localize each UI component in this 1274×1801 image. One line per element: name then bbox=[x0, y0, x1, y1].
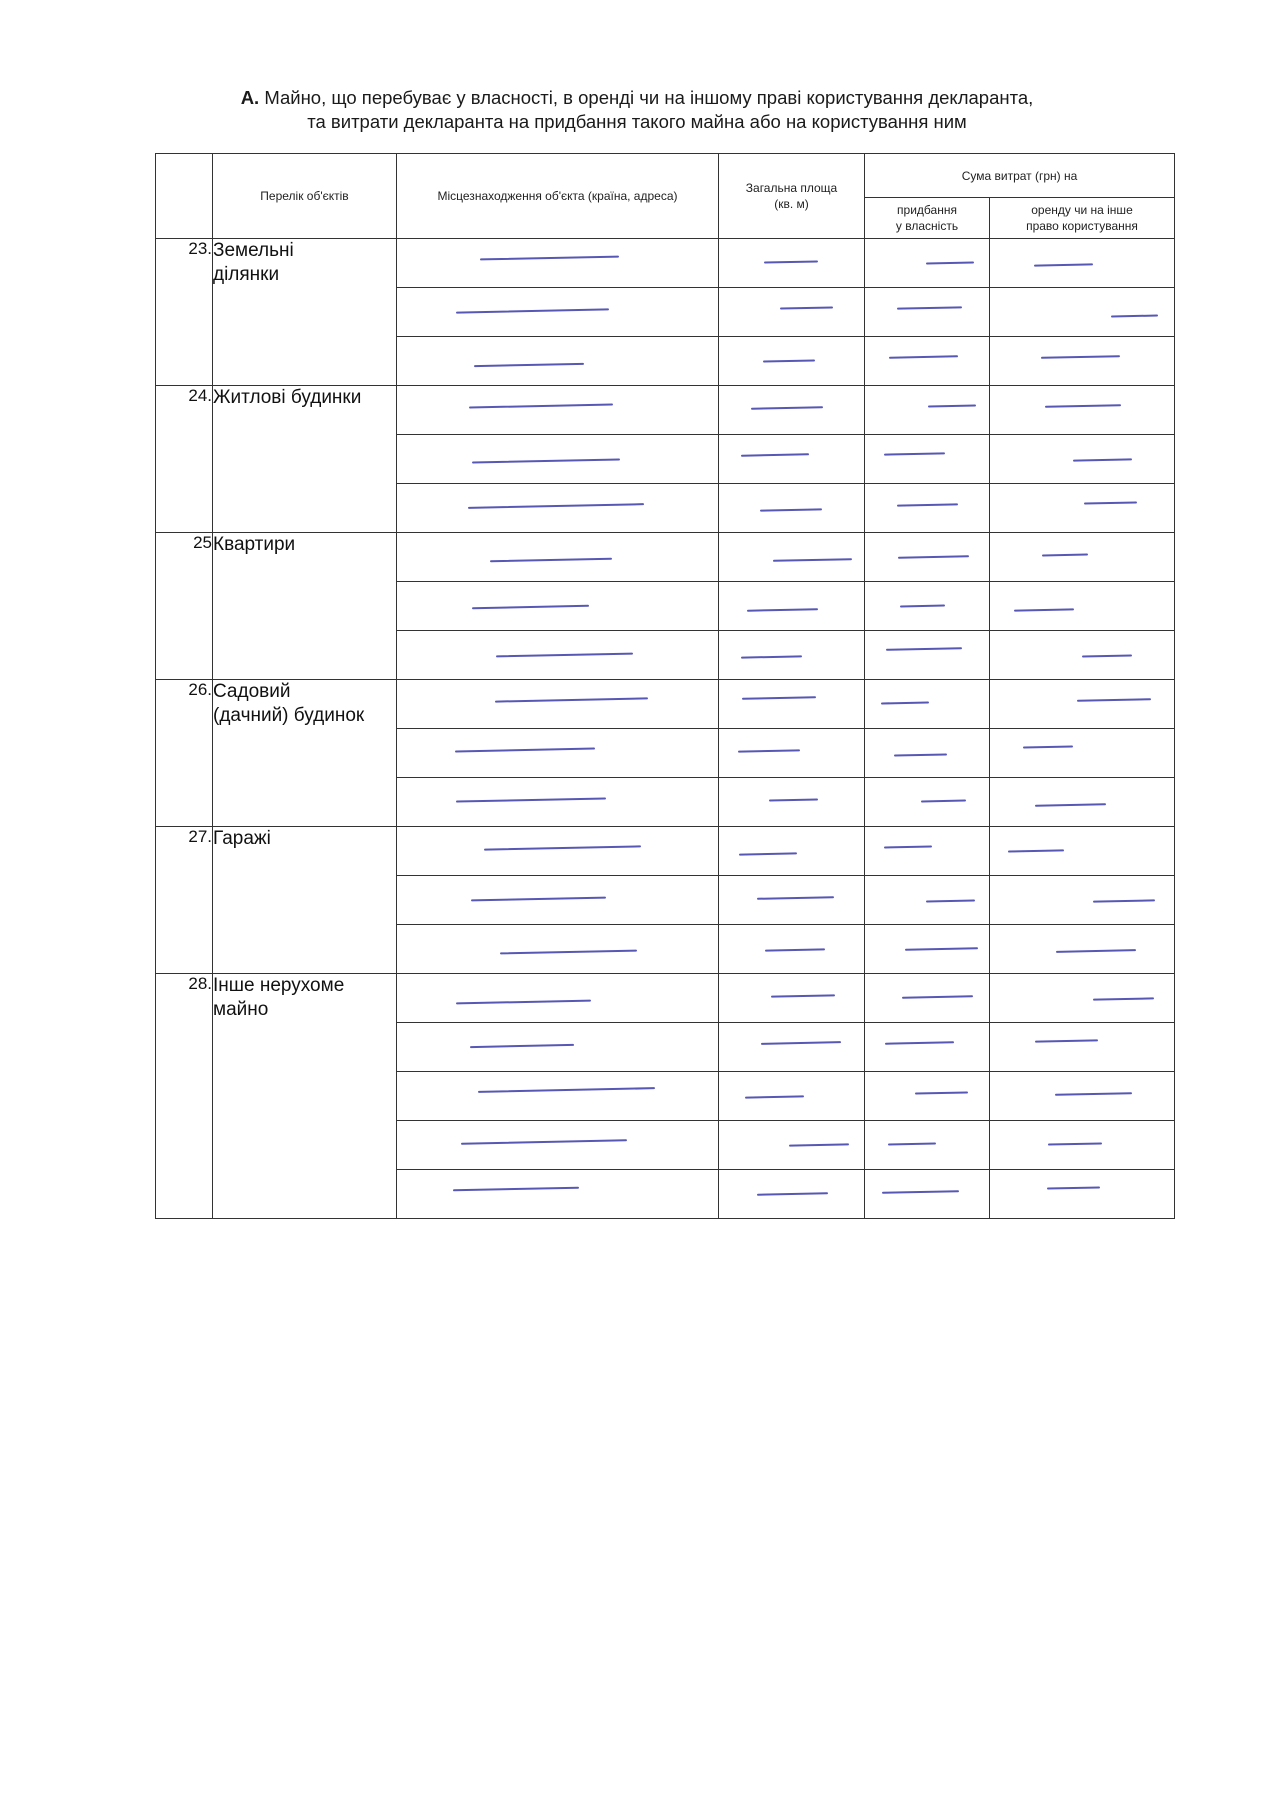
handwritten-dash-mark bbox=[484, 845, 641, 850]
title-line-1: Майно, що перебуває у власності, в оренді чи на іншому праві користування декларанта, bbox=[264, 87, 1034, 108]
handwritten-dash-mark bbox=[765, 948, 825, 951]
handwritten-dash-mark bbox=[760, 509, 822, 512]
section-name: Гаражі bbox=[213, 827, 397, 974]
handwritten-dash-mark bbox=[1077, 698, 1151, 702]
handwritten-dash-mark bbox=[739, 852, 797, 855]
handwritten-dash-mark bbox=[1014, 608, 1074, 611]
handwritten-dash-mark bbox=[1093, 899, 1155, 902]
handwritten-dash-mark bbox=[902, 995, 973, 998]
location-cell[interactable] bbox=[397, 288, 719, 337]
location-cell[interactable] bbox=[397, 533, 719, 582]
header-expenses: Сума витрат (грн) на bbox=[865, 154, 1175, 198]
location-cell[interactable] bbox=[397, 631, 719, 680]
handwritten-dash-mark bbox=[472, 458, 620, 463]
section-number: 25 bbox=[156, 533, 213, 680]
handwritten-dash-mark bbox=[455, 747, 595, 752]
handwritten-dash-mark bbox=[897, 306, 962, 309]
purchase-cell[interactable] bbox=[865, 1121, 990, 1170]
header-rent: оренду чи на інше право користування bbox=[990, 198, 1175, 239]
handwritten-dash-mark bbox=[738, 749, 800, 752]
handwritten-dash-mark bbox=[898, 555, 969, 558]
header-location: Місцезнаходження об'єкта (країна, адреса) bbox=[397, 154, 719, 239]
rent-cell[interactable] bbox=[990, 484, 1175, 533]
rent-cell[interactable] bbox=[990, 778, 1175, 827]
location-cell[interactable] bbox=[397, 435, 719, 484]
area-cell[interactable] bbox=[719, 288, 865, 337]
handwritten-dash-mark bbox=[461, 1140, 627, 1145]
area-cell[interactable] bbox=[719, 386, 865, 435]
location-cell[interactable] bbox=[397, 239, 719, 288]
rent-cell[interactable] bbox=[990, 827, 1175, 876]
handwritten-dash-mark bbox=[1008, 849, 1064, 852]
handwritten-dash-mark bbox=[1045, 405, 1121, 409]
handwritten-dash-mark bbox=[751, 406, 823, 410]
handwritten-dash-mark bbox=[905, 947, 978, 951]
handwritten-dash-mark bbox=[1055, 1092, 1132, 1096]
handwritten-dash-mark bbox=[480, 256, 619, 261]
section-number: 24. bbox=[156, 386, 213, 533]
handwritten-dash-mark bbox=[886, 647, 962, 651]
purchase-cell[interactable] bbox=[865, 533, 990, 582]
handwritten-dash-mark bbox=[768, 799, 817, 802]
area-cell[interactable] bbox=[719, 533, 865, 582]
purchase-cell[interactable] bbox=[865, 435, 990, 484]
handwritten-dash-mark bbox=[889, 355, 958, 358]
handwritten-dash-mark bbox=[1035, 1040, 1098, 1043]
section-name: Земельні ділянки bbox=[213, 239, 397, 386]
handwritten-dash-mark bbox=[1023, 746, 1073, 749]
header-area: Загальна площа (кв. м) bbox=[719, 154, 865, 239]
title-line-2: та витрати декларанта на придбання такого майна або на користування ним bbox=[307, 111, 967, 132]
handwritten-dash-mark bbox=[741, 454, 809, 457]
area-cell[interactable] bbox=[719, 778, 865, 827]
location-cell[interactable] bbox=[397, 778, 719, 827]
area-cell[interactable] bbox=[719, 876, 865, 925]
location-cell[interactable] bbox=[397, 386, 719, 435]
purchase-cell[interactable] bbox=[865, 827, 990, 876]
rent-cell[interactable] bbox=[990, 582, 1175, 631]
handwritten-dash-mark bbox=[926, 899, 975, 902]
handwritten-dash-mark bbox=[928, 405, 976, 408]
rent-cell[interactable] bbox=[990, 239, 1175, 288]
handwritten-dash-mark bbox=[1084, 502, 1137, 505]
handwritten-dash-mark bbox=[495, 698, 648, 703]
purchase-cell[interactable] bbox=[865, 239, 990, 288]
section-name: Садовий (дачний) будинок bbox=[213, 680, 397, 827]
handwritten-dash-mark bbox=[500, 949, 637, 954]
purchase-cell[interactable] bbox=[865, 337, 990, 386]
handwritten-dash-mark bbox=[757, 896, 834, 900]
section-number: 26. bbox=[156, 680, 213, 827]
section-label: А. bbox=[240, 87, 260, 108]
handwritten-dash-mark bbox=[888, 1142, 936, 1145]
purchase-cell[interactable] bbox=[865, 876, 990, 925]
section-name: Квартири bbox=[213, 533, 397, 680]
section-number: 28. bbox=[156, 974, 213, 1219]
location-cell[interactable] bbox=[397, 729, 719, 778]
handwritten-dash-mark bbox=[884, 452, 945, 455]
purchase-cell[interactable] bbox=[865, 288, 990, 337]
area-cell[interactable] bbox=[719, 1023, 865, 1072]
handwritten-dash-mark bbox=[773, 558, 852, 562]
location-cell[interactable] bbox=[397, 1170, 719, 1219]
handwritten-dash-mark bbox=[468, 504, 644, 510]
purchase-cell[interactable] bbox=[865, 1023, 990, 1072]
header-number bbox=[156, 154, 213, 239]
rent-cell[interactable] bbox=[990, 631, 1175, 680]
handwritten-dash-mark bbox=[789, 1143, 849, 1146]
location-cell[interactable] bbox=[397, 680, 719, 729]
section-title bbox=[0, 86, 1274, 134]
area-cell[interactable] bbox=[719, 680, 865, 729]
handwritten-dash-mark bbox=[1048, 1143, 1102, 1146]
handwritten-dash-mark bbox=[881, 702, 929, 705]
section-number: 23. bbox=[156, 239, 213, 386]
purchase-cell[interactable] bbox=[865, 582, 990, 631]
location-cell[interactable] bbox=[397, 1121, 719, 1170]
handwritten-dash-mark bbox=[1035, 804, 1106, 807]
handwritten-dash-mark bbox=[894, 753, 947, 756]
handwritten-dash-mark bbox=[1093, 998, 1154, 1001]
handwritten-dash-mark bbox=[1041, 356, 1121, 360]
handwritten-dash-mark bbox=[490, 557, 612, 562]
handwritten-dash-mark bbox=[885, 1041, 954, 1044]
header-objects: Перелік об'єктів bbox=[213, 154, 397, 239]
handwritten-dash-mark bbox=[478, 1088, 655, 1094]
handwritten-dash-mark bbox=[1042, 553, 1088, 556]
area-cell[interactable] bbox=[719, 925, 865, 974]
section-number: 27. bbox=[156, 827, 213, 974]
handwritten-dash-mark bbox=[456, 999, 591, 1004]
header-purchase: придбання у власність bbox=[865, 198, 990, 239]
rent-cell[interactable] bbox=[990, 974, 1175, 1023]
rent-cell[interactable] bbox=[990, 680, 1175, 729]
area-cell[interactable] bbox=[719, 729, 865, 778]
purchase-cell[interactable] bbox=[865, 680, 990, 729]
rent-cell[interactable] bbox=[990, 925, 1175, 974]
purchase-cell[interactable] bbox=[865, 925, 990, 974]
handwritten-dash-mark bbox=[742, 697, 816, 701]
purchase-cell[interactable] bbox=[865, 1072, 990, 1121]
location-cell[interactable] bbox=[397, 582, 719, 631]
handwritten-dash-mark bbox=[747, 608, 818, 611]
handwritten-dash-mark bbox=[741, 655, 802, 658]
handwritten-dash-mark bbox=[757, 1192, 828, 1195]
handwritten-dash-mark bbox=[900, 604, 945, 607]
rent-cell[interactable] bbox=[990, 729, 1175, 778]
rent-cell[interactable] bbox=[990, 1072, 1175, 1121]
handwritten-dash-mark bbox=[469, 403, 613, 408]
property-table bbox=[155, 153, 1175, 1219]
location-cell[interactable] bbox=[397, 827, 719, 876]
handwritten-dash-mark bbox=[472, 605, 589, 609]
handwritten-dash-mark bbox=[884, 845, 932, 848]
rent-cell[interactable] bbox=[990, 533, 1175, 582]
purchase-cell[interactable] bbox=[865, 974, 990, 1023]
handwritten-dash-mark bbox=[764, 261, 818, 264]
area-cell[interactable] bbox=[719, 435, 865, 484]
location-cell[interactable] bbox=[397, 484, 719, 533]
rent-cell[interactable] bbox=[990, 1170, 1175, 1219]
location-cell[interactable] bbox=[397, 337, 719, 386]
area-cell[interactable] bbox=[719, 484, 865, 533]
handwritten-dash-mark bbox=[470, 1044, 574, 1048]
location-cell[interactable] bbox=[397, 1072, 719, 1121]
handwritten-dash-mark bbox=[921, 799, 966, 802]
purchase-cell[interactable] bbox=[865, 484, 990, 533]
handwritten-dash-mark bbox=[926, 261, 974, 264]
rent-cell[interactable] bbox=[990, 876, 1175, 925]
purchase-cell[interactable] bbox=[865, 631, 990, 680]
handwritten-dash-mark bbox=[496, 652, 633, 657]
handwritten-dash-mark bbox=[761, 1041, 841, 1045]
handwritten-dash-mark bbox=[771, 994, 835, 997]
rent-cell[interactable] bbox=[990, 386, 1175, 435]
handwritten-dash-mark bbox=[763, 359, 815, 362]
handwritten-dash-mark bbox=[1073, 458, 1132, 461]
purchase-cell[interactable] bbox=[865, 1170, 990, 1219]
location-cell[interactable] bbox=[397, 876, 719, 925]
purchase-cell[interactable] bbox=[865, 778, 990, 827]
area-cell[interactable] bbox=[719, 631, 865, 680]
handwritten-dash-mark bbox=[1082, 654, 1132, 657]
location-cell[interactable] bbox=[397, 974, 719, 1023]
handwritten-dash-mark bbox=[456, 308, 609, 313]
rent-cell[interactable] bbox=[990, 1121, 1175, 1170]
purchase-cell[interactable] bbox=[865, 386, 990, 435]
rent-cell[interactable] bbox=[990, 435, 1175, 484]
section-name: Інше нерухоме майно bbox=[213, 974, 397, 1219]
handwritten-dash-mark bbox=[471, 897, 606, 902]
handwritten-dash-mark bbox=[1111, 314, 1158, 317]
section-name: Житлові будинки bbox=[213, 386, 397, 533]
handwritten-dash-mark bbox=[882, 1190, 959, 1194]
area-cell[interactable] bbox=[719, 337, 865, 386]
handwritten-dash-mark bbox=[1034, 263, 1093, 266]
rent-cell[interactable] bbox=[990, 1023, 1175, 1072]
area-cell[interactable] bbox=[719, 1170, 865, 1219]
handwritten-dash-mark bbox=[453, 1186, 579, 1191]
area-cell[interactable] bbox=[719, 974, 865, 1023]
rent-cell[interactable] bbox=[990, 337, 1175, 386]
handwritten-dash-mark bbox=[745, 1095, 804, 1098]
rent-cell[interactable] bbox=[990, 288, 1175, 337]
location-cell[interactable] bbox=[397, 1023, 719, 1072]
handwritten-dash-mark bbox=[897, 503, 958, 506]
area-cell[interactable] bbox=[719, 827, 865, 876]
area-cell[interactable] bbox=[719, 1072, 865, 1121]
handwritten-dash-mark bbox=[456, 798, 606, 803]
handwritten-dash-mark bbox=[1047, 1187, 1100, 1190]
area-cell[interactable] bbox=[719, 1121, 865, 1170]
handwritten-dash-mark bbox=[1056, 950, 1136, 954]
handwritten-dash-mark bbox=[780, 306, 833, 309]
handwritten-dash-mark bbox=[915, 1092, 968, 1095]
handwritten-dash-mark bbox=[474, 362, 584, 366]
purchase-cell[interactable] bbox=[865, 729, 990, 778]
area-cell[interactable] bbox=[719, 582, 865, 631]
location-cell[interactable] bbox=[397, 925, 719, 974]
area-cell[interactable] bbox=[719, 239, 865, 288]
